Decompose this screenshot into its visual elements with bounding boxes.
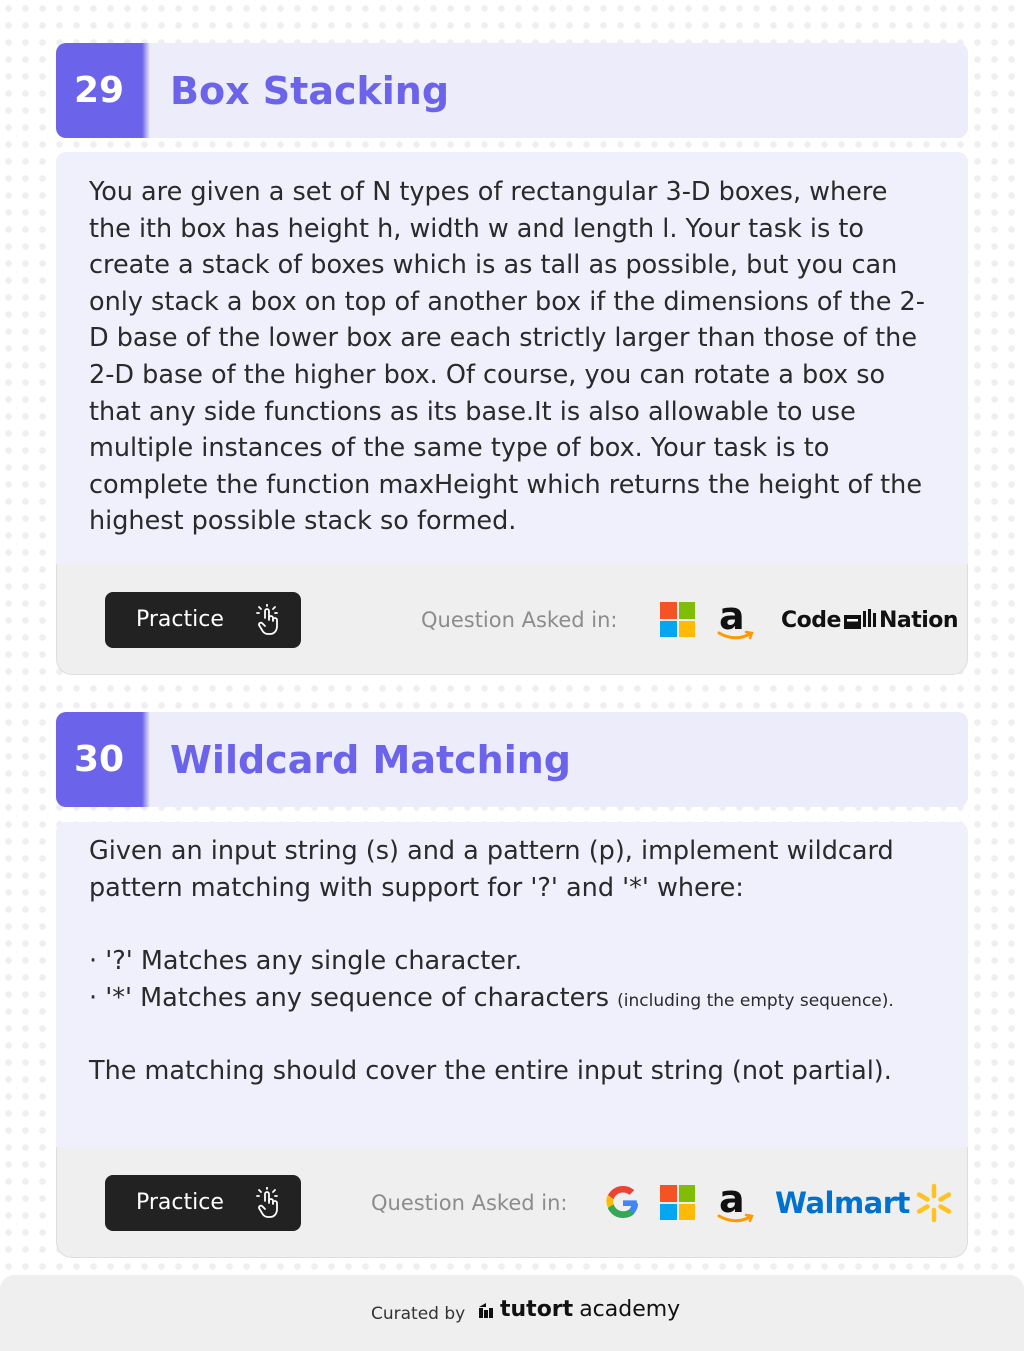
question-footer-30 — [56, 1147, 968, 1258]
footer — [0, 1275, 1024, 1351]
header-divider — [142, 712, 150, 807]
microsoft-logo — [660, 1185, 695, 1220]
amazon-logo-letter: a — [719, 1177, 745, 1221]
question-body-30 — [56, 822, 968, 1147]
question-header-30 — [56, 712, 968, 807]
bullet-asterisk — [89, 980, 936, 1020]
question-header-29 — [56, 43, 968, 138]
google-logo — [605, 1185, 641, 1221]
header-divider — [142, 43, 150, 138]
walmart-logo — [775, 1183, 954, 1223]
pointer-hand-icon — [255, 1187, 281, 1219]
question-title: Box Stacking — [170, 68, 450, 113]
question-number: 30 — [56, 712, 142, 807]
question-intro: Given an input string (s) and a pattern (p), implement wildcard pattern matching with support for '?' and '*' where: — [89, 836, 894, 903]
asked-in-label: Question Asked in: — [371, 1191, 568, 1215]
walmart-logo-text: Walmart — [775, 1186, 910, 1220]
brand-name-light: academy — [579, 1297, 681, 1322]
codenation-mark-icon — [844, 609, 876, 631]
amazon-logo — [715, 594, 755, 646]
codenation-logo — [781, 605, 958, 635]
tutort-academy-logo — [478, 1297, 680, 1322]
bullet-asterisk-main: · '*' Matches any sequence of characters — [89, 983, 610, 1013]
amazon-smile-icon — [717, 630, 755, 642]
asked-in-label: Question Asked in: — [421, 608, 618, 632]
codenation-text-right: Nation — [878, 607, 959, 633]
question-outro: The matching should cover the entire input string (not partial). — [89, 1056, 892, 1086]
bullet-asterisk-note: (including the empty sequence). — [617, 991, 894, 1011]
practice-button-label: Practice — [136, 1190, 224, 1215]
curated-by-label: Curated by — [371, 1304, 466, 1324]
question-number: 29 — [56, 43, 142, 138]
microsoft-logo — [660, 602, 695, 637]
bullet-question-mark: · '?' Matches any single character. — [89, 946, 523, 976]
amazon-logo-letter: a — [719, 594, 745, 638]
codenation-text-left: Code — [781, 607, 841, 633]
amazon-smile-icon — [717, 1213, 755, 1225]
practice-button[interactable] — [105, 1175, 301, 1231]
question-footer-29 — [56, 564, 968, 675]
brand-name-bold: tutort — [500, 1297, 574, 1322]
walmart-spark-icon — [914, 1183, 954, 1223]
question-title: Wildcard Matching — [170, 737, 571, 782]
practice-button[interactable] — [105, 592, 301, 648]
question-description: You are given a set of N types of rectangular 3-D boxes, where the ith box has height h, width w and length l. Your task is to create a stack of boxes which is as tall as possible, but you can only stack a box on top of another box if the dimensions of the 2-D base of the lower box are each strictly larger than those of the 2-D base of the higher box. Of course, you can rotate a box so that any side functions as its base.It is also allowable to use multiple instances of the same type of box. Your task is to complete the function maxHeight which returns the height of the highest possible stack so formed. — [89, 177, 925, 537]
practice-button-label: Practice — [136, 607, 224, 632]
amazon-logo — [715, 1177, 755, 1229]
pointer-hand-icon — [255, 604, 281, 636]
question-body-29 — [56, 152, 968, 564]
tutort-mark-icon — [478, 1301, 494, 1319]
